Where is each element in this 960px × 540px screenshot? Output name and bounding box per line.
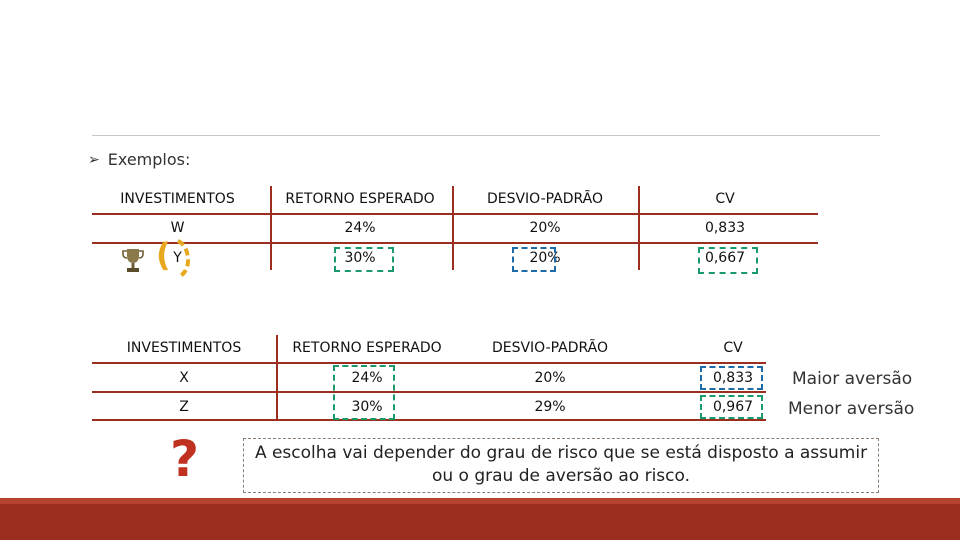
top-divider — [92, 135, 880, 136]
t1-row2-ret: 30% — [344, 250, 376, 266]
note-maior-aversao: Maior aversão — [792, 369, 913, 389]
arrow-bullet-icon: ➢ — [88, 151, 100, 168]
t2-row2-ret: 30% — [351, 399, 383, 415]
trophy-icon — [122, 247, 144, 273]
t1-row1-cv: 0,833 — [704, 220, 746, 236]
t1-row1-desv: 20% — [529, 220, 561, 236]
bullet-text: Exemplos: — [107, 150, 191, 169]
t2-header-retorno: RETORNO ESPERADO — [292, 340, 442, 356]
t2-row2-cv: 0,967 — [712, 399, 754, 415]
conclusion-box — [243, 438, 879, 493]
t2-highlight-ret — [333, 365, 395, 420]
bullet-exemplos — [88, 150, 190, 169]
t1-row1-inv: W — [170, 220, 185, 236]
t2-row1-ret: 24% — [351, 370, 383, 386]
t2-row1-cv: 0,833 — [712, 370, 754, 386]
t2-row1-desv: 20% — [534, 370, 566, 386]
dashed-bracket-icon — [176, 238, 194, 278]
t1-row2-cv: 0,667 — [704, 250, 746, 266]
t1-col-divider — [638, 186, 640, 270]
note-menor-aversao: Menor aversão — [788, 399, 915, 419]
t2-row2-desv: 29% — [534, 399, 566, 415]
t2-highlight-cv-z — [700, 395, 763, 419]
t2-header-desvio: DESVIO-PADRÃO — [491, 340, 609, 356]
t1-row-divider — [92, 242, 818, 244]
t1-highlight-ret — [334, 247, 394, 272]
t1-row-divider — [92, 213, 818, 215]
conclusion-line-2: ou o grau de aversão ao risco. — [431, 466, 691, 486]
t2-row-divider — [92, 362, 766, 364]
t1-highlight-desv — [512, 247, 556, 272]
question-mark-icon: ? — [170, 430, 200, 488]
t2-bottom-line — [92, 419, 766, 421]
t1-header-investimentos: INVESTIMENTOS — [120, 191, 235, 207]
t1-header-desvio: DESVIO-PADRÃO — [486, 191, 604, 207]
t2-highlight-cv-x — [700, 366, 763, 390]
t1-col-divider — [452, 186, 454, 270]
t2-col-divider — [276, 335, 278, 419]
highlight-bracket-icon: ( — [156, 236, 171, 274]
t1-highlight-cv — [698, 247, 758, 274]
t1-header-retorno: RETORNO ESPERADO — [285, 191, 435, 207]
footer-accent-strip — [0, 498, 960, 504]
footer-bar — [0, 498, 960, 540]
t2-row-divider — [92, 391, 766, 393]
t2-header-investimentos: INVESTIMENTOS — [126, 340, 242, 356]
t1-col-divider — [270, 186, 272, 270]
t2-row2-inv: Z — [179, 399, 189, 415]
conclusion-line-1: A escolha vai depender do grau de risco que se está disposto a assumir — [254, 443, 868, 463]
t2-row1-inv: X — [179, 370, 189, 386]
t2-header-cv: CV — [723, 340, 743, 356]
t1-row2-inv: Y — [173, 250, 182, 266]
t1-row2-desv: 20% — [529, 250, 561, 266]
t1-row1-ret: 24% — [344, 220, 376, 236]
t1-header-cv: CV — [715, 191, 735, 207]
